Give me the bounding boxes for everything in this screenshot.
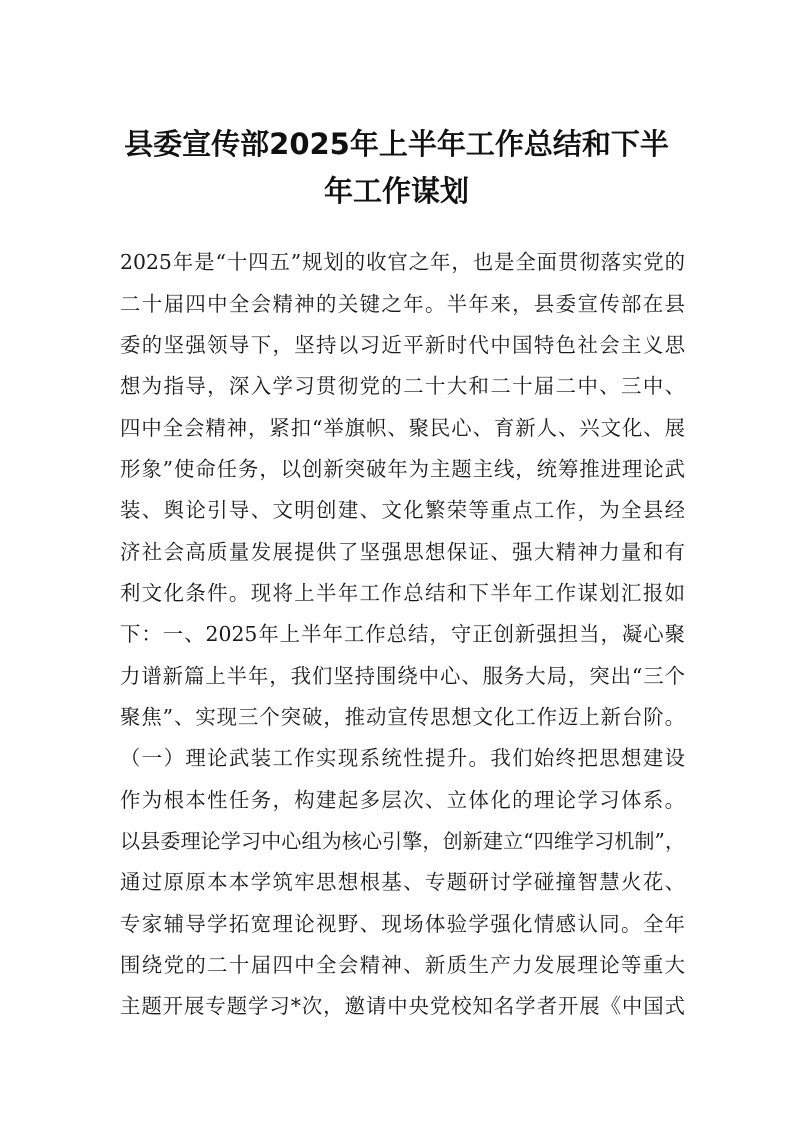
body-line: 作为根本性任务，构建起多层次、立体化的理论学习体系。	[120, 788, 685, 812]
body-line: 专家辅导学拓宽理论视野、现场体验学强化情感认同。全年	[120, 912, 685, 936]
body-line: 四中全会精神，紧扣“举旗帜、聚民心、育新人、兴文化、展	[120, 416, 685, 440]
document-title-line-1: 县委宣传部2025年上半年工作总结和下半	[124, 127, 669, 161]
body-line: （一）理论武装工作实现系统性提升。我们始终把思想建设	[120, 746, 685, 770]
body-line: 利文化条件。现将上半年工作总结和下半年工作谋划汇报如	[120, 581, 685, 605]
body-line: 形象”使命任务，以创新突破年为主题主线，统筹推进理论武	[120, 457, 685, 481]
body-line: 以县委理论学习中心组为核心引擎，创新建立“四维学习机制”，	[120, 829, 685, 853]
body-line: 委的坚强领导下，坚持以习近平新时代中国特色社会主义思	[120, 333, 685, 357]
body-line: 二十届四中全会精神的关键之年。半年来，县委宣传部在县	[120, 292, 685, 316]
body-line: 力谱新篇上半年，我们坚持围绕中心、服务大局，突出“三个	[120, 664, 685, 688]
body-line: 围绕党的二十届四中全会精神、新质生产力发展理论等重大	[120, 953, 685, 977]
body-line: 聚焦”、实现三个突破，推动宣传思想文化工作迈上新台阶。	[120, 705, 685, 729]
body-line: 济社会高质量发展提供了坚强思想保证、强大精神力量和有	[120, 540, 685, 564]
body-line: 下：一、2025年上半年工作总结，守正创新强担当，凝心聚	[120, 622, 685, 646]
body-line: 主题开展专题学习*次，邀请中央党校知名学者开展《中国式	[120, 994, 685, 1018]
body-line: 2025年是“十四五”规划的收官之年，也是全面贯彻落实党的	[120, 250, 685, 274]
body-line: 装、舆论引导、文明创建、文化繁荣等重点工作，为全县经	[120, 498, 685, 522]
body-line: 通过原原本本学筑牢思想根基、专题研讨学碰撞智慧火花、	[120, 870, 685, 894]
body-line: 想为指导，深入学习贯彻党的二十大和二十届二中、三中、	[120, 374, 685, 398]
document-title-line-2: 年工作谋划	[323, 174, 469, 208]
